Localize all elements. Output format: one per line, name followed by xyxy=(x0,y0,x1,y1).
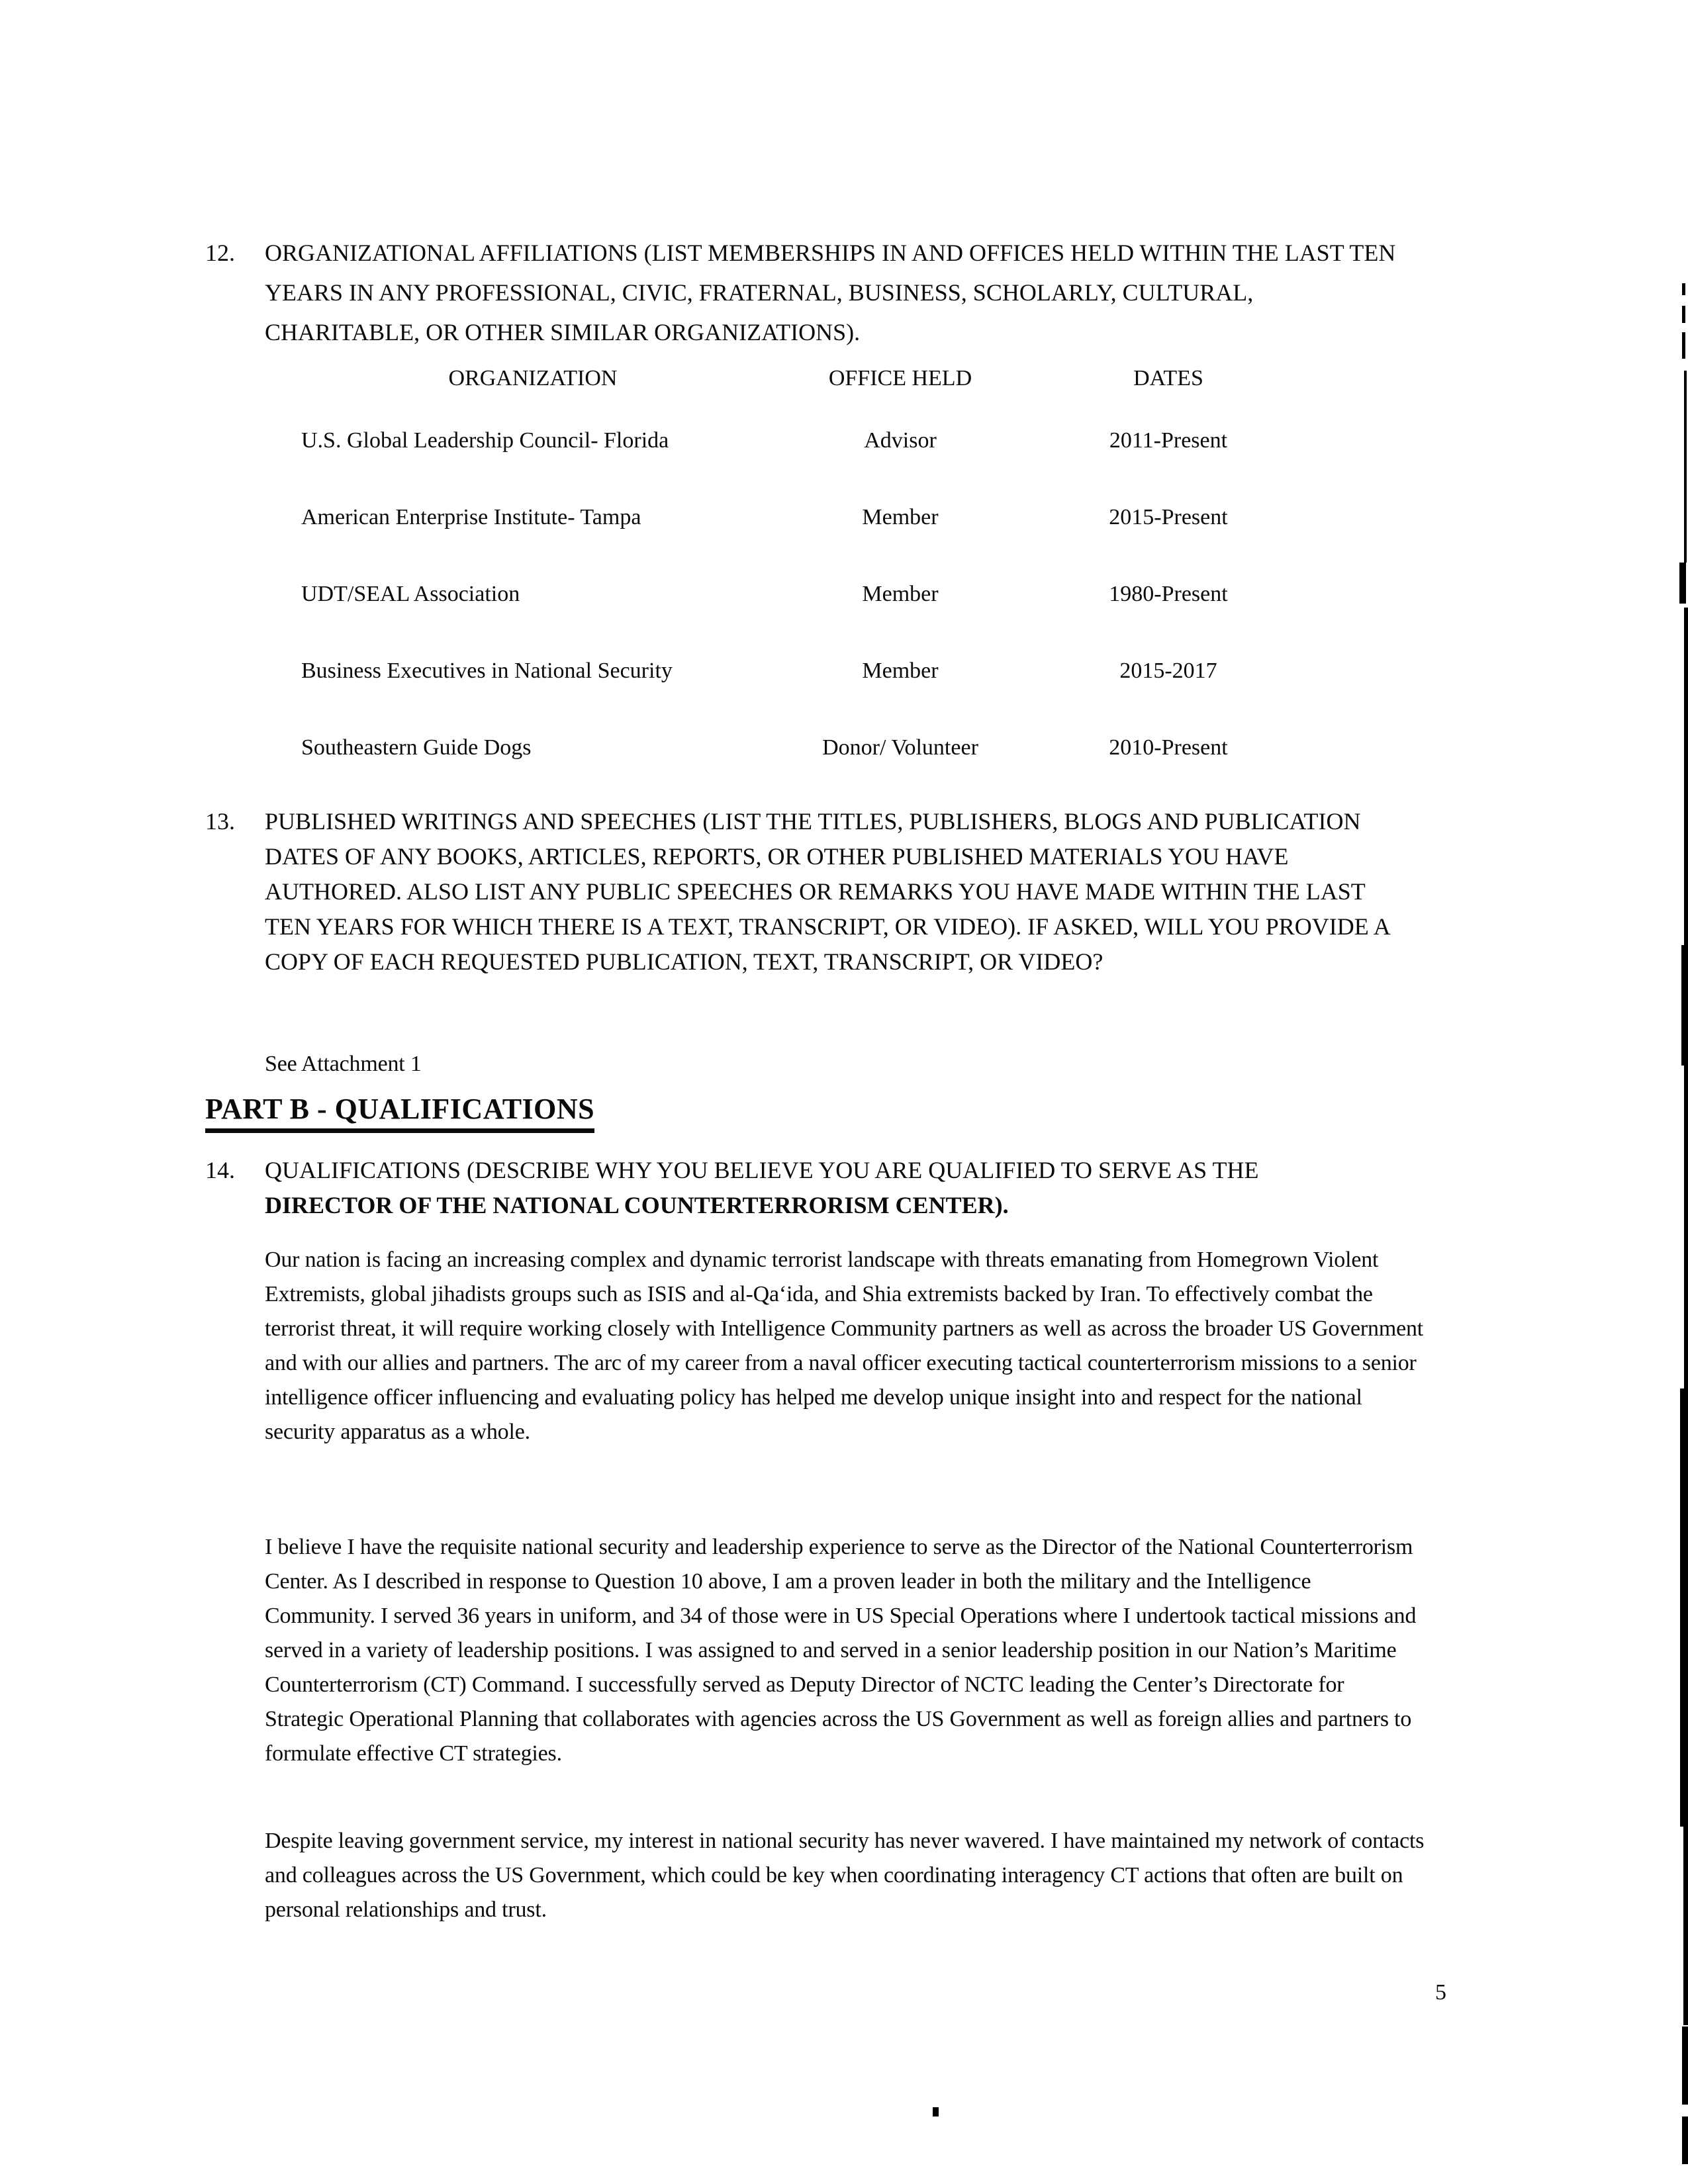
question-13 xyxy=(205,804,1397,979)
ink-speck-artifact xyxy=(933,2107,939,2116)
scan-artifact xyxy=(1682,2026,1688,2105)
column-header-dates: DATES xyxy=(1133,366,1203,390)
dates-cell: 2015-Present xyxy=(1109,505,1228,529)
scan-artifact xyxy=(1680,1388,1688,1827)
office-held-cell: Member xyxy=(862,582,939,606)
scan-artifact xyxy=(1682,2116,1688,2164)
question-13-text: PUBLISHED WRITINGS AND SPEECHES (LIST THE TITLES, PUBLISHERS, BLOGS AND PUBLICATION DATES OF ANY BOOKS, ARTICLES, REPORTS, OR OTHER PUBLISHED MATERIALS YOU HAVE AUTHORED. ALSO LIST ANY PUBLIC SPEECHES OR REMARKS YOU HAVE MADE WITHIN THE LAST TEN YEARS FOR WHICH THERE IS A TEXT, TRANSCRIPT, OR VIDEO). IF ASKED, WILL YOU PROVIDE A COPY OF EACH REQUESTED PUBLICATION, TEXT, TRANSCRIPT, OR VIDEO? xyxy=(265,808,1389,975)
affiliations-table-header xyxy=(301,361,1360,396)
question-14-text-bold: DIRECTOR OF THE NATIONAL COUNTERTERRORISM CENTER). xyxy=(265,1192,1009,1218)
organization-cell: U.S. Global Leadership Council- Florida xyxy=(301,428,669,453)
scan-artifact xyxy=(1684,1066,1688,1391)
answer-paragraph-2: I believe I have the requisite national security and leadership experience to serve as the Director of the National Counterterrorism Center. As I described in response to Question 10 above, I am a proven leader in both the military and the Intelligence Community. I served 36 years in uniform, and 34 of those were in US Special Operations where I undertook tactical missions and served in a variety of leadership positions. I was assigned to and served in a senior leadership position in our Nation’s Maritime Counterterrorism (CT) Command. I successfully served as Deputy Director of NCTC leading the Center’s Directorate for Strategic Operational Planning that collaborates with agencies across the US Government as well as foreign allies and partners to formulate effective CT strategies. xyxy=(265,1535,1417,1766)
scan-artifact xyxy=(1684,371,1687,563)
part-b-title: PART B - QUALIFICATIONS xyxy=(205,1092,594,1133)
dates-cell: 2011-Present xyxy=(1109,428,1228,453)
organization-cell: Southeastern Guide Dogs xyxy=(301,735,532,760)
scan-artifact xyxy=(1682,306,1685,323)
question-12-number: 12. xyxy=(205,240,235,266)
scan-artifact xyxy=(1679,563,1686,604)
organization-cell: Business Executives in National Security xyxy=(301,659,673,683)
scan-artifact xyxy=(1683,1827,1688,2025)
office-held-cell: Member xyxy=(862,505,939,529)
table-row xyxy=(301,654,1360,688)
question-14-text-regular: QUALIFICATIONS (DESCRIBE WHY YOU BELIEVE YOU ARE QUALIFIED TO SERVE AS THE xyxy=(265,1157,1259,1183)
dates-cell: 2010-Present xyxy=(1109,735,1228,760)
question-14 xyxy=(205,1153,1397,1223)
dates-cell: 1980-Present xyxy=(1109,582,1228,606)
affiliations-table-rows xyxy=(301,424,1360,765)
table-row xyxy=(301,731,1360,765)
question-12-text: ORGANIZATIONAL AFFILIATIONS (LIST MEMBERSHIPS IN AND OFFICES HELD WITHIN THE LAST TEN YEARS IN ANY PROFESSIONAL, CIVIC, FRATERNAL, BUSINESS, SCHOLARLY, CULTURAL, CHARITABLE, OR OTHER SIMILAR ORGANIZATIONS). xyxy=(265,240,1396,345)
question-14-text xyxy=(265,1153,1390,1223)
office-held-cell: Member xyxy=(862,659,939,683)
affiliations-table xyxy=(301,361,1360,807)
attachment-note: See Attachment 1 xyxy=(265,1052,422,1076)
question-14-number: 14. xyxy=(205,1157,235,1183)
answer-paragraph-1: Our nation is facing an increasing complex and dynamic terrorist landscape with threats emanating from Homegrown Violent Extremists, global jihadists groups such as ISIS and al-Qa‘ida, and Shia extremists backed by Iran. To effectively combat the terrorist threat, it will require working closely with Intelligence Community partners as well as across the broader US Government and with our allies and partners. The arc of my career from a naval officer executing tactical counterterrorism missions to a senior intelligence officer influencing and evaluating policy has helped me develop unique insight into and respect for the national security apparatus as a whole. xyxy=(265,1248,1424,1444)
column-header-office-held: OFFICE HELD xyxy=(828,366,972,390)
table-row xyxy=(301,500,1360,535)
part-b-heading xyxy=(205,1092,594,1133)
office-held-cell: Donor/ Volunteer xyxy=(822,735,978,760)
scan-artifact xyxy=(1682,332,1685,359)
question-13-number: 13. xyxy=(205,808,235,835)
scan-artifact xyxy=(1684,608,1688,945)
page-number: 5 xyxy=(1435,1980,1446,2005)
dates-cell: 2015-2017 xyxy=(1119,659,1217,683)
table-row xyxy=(301,424,1360,458)
organization-cell: UDT/SEAL Association xyxy=(301,582,520,606)
scan-artifact xyxy=(1682,283,1685,295)
column-header-organization: ORGANIZATION xyxy=(448,366,618,390)
question-12 xyxy=(205,233,1403,352)
scan-artifact xyxy=(1681,945,1688,1066)
office-held-cell: Advisor xyxy=(864,428,937,453)
organization-cell: American Enterprise Institute- Tampa xyxy=(301,505,641,529)
table-row xyxy=(301,577,1360,612)
answer-paragraph-3: Despite leaving government service, my interest in national security has never wavered. I have maintained my network of contacts and colleagues across the US Government, which could be key when coordinating interagency CT actions that often are built on personal relationships and trust. xyxy=(265,1829,1425,1922)
